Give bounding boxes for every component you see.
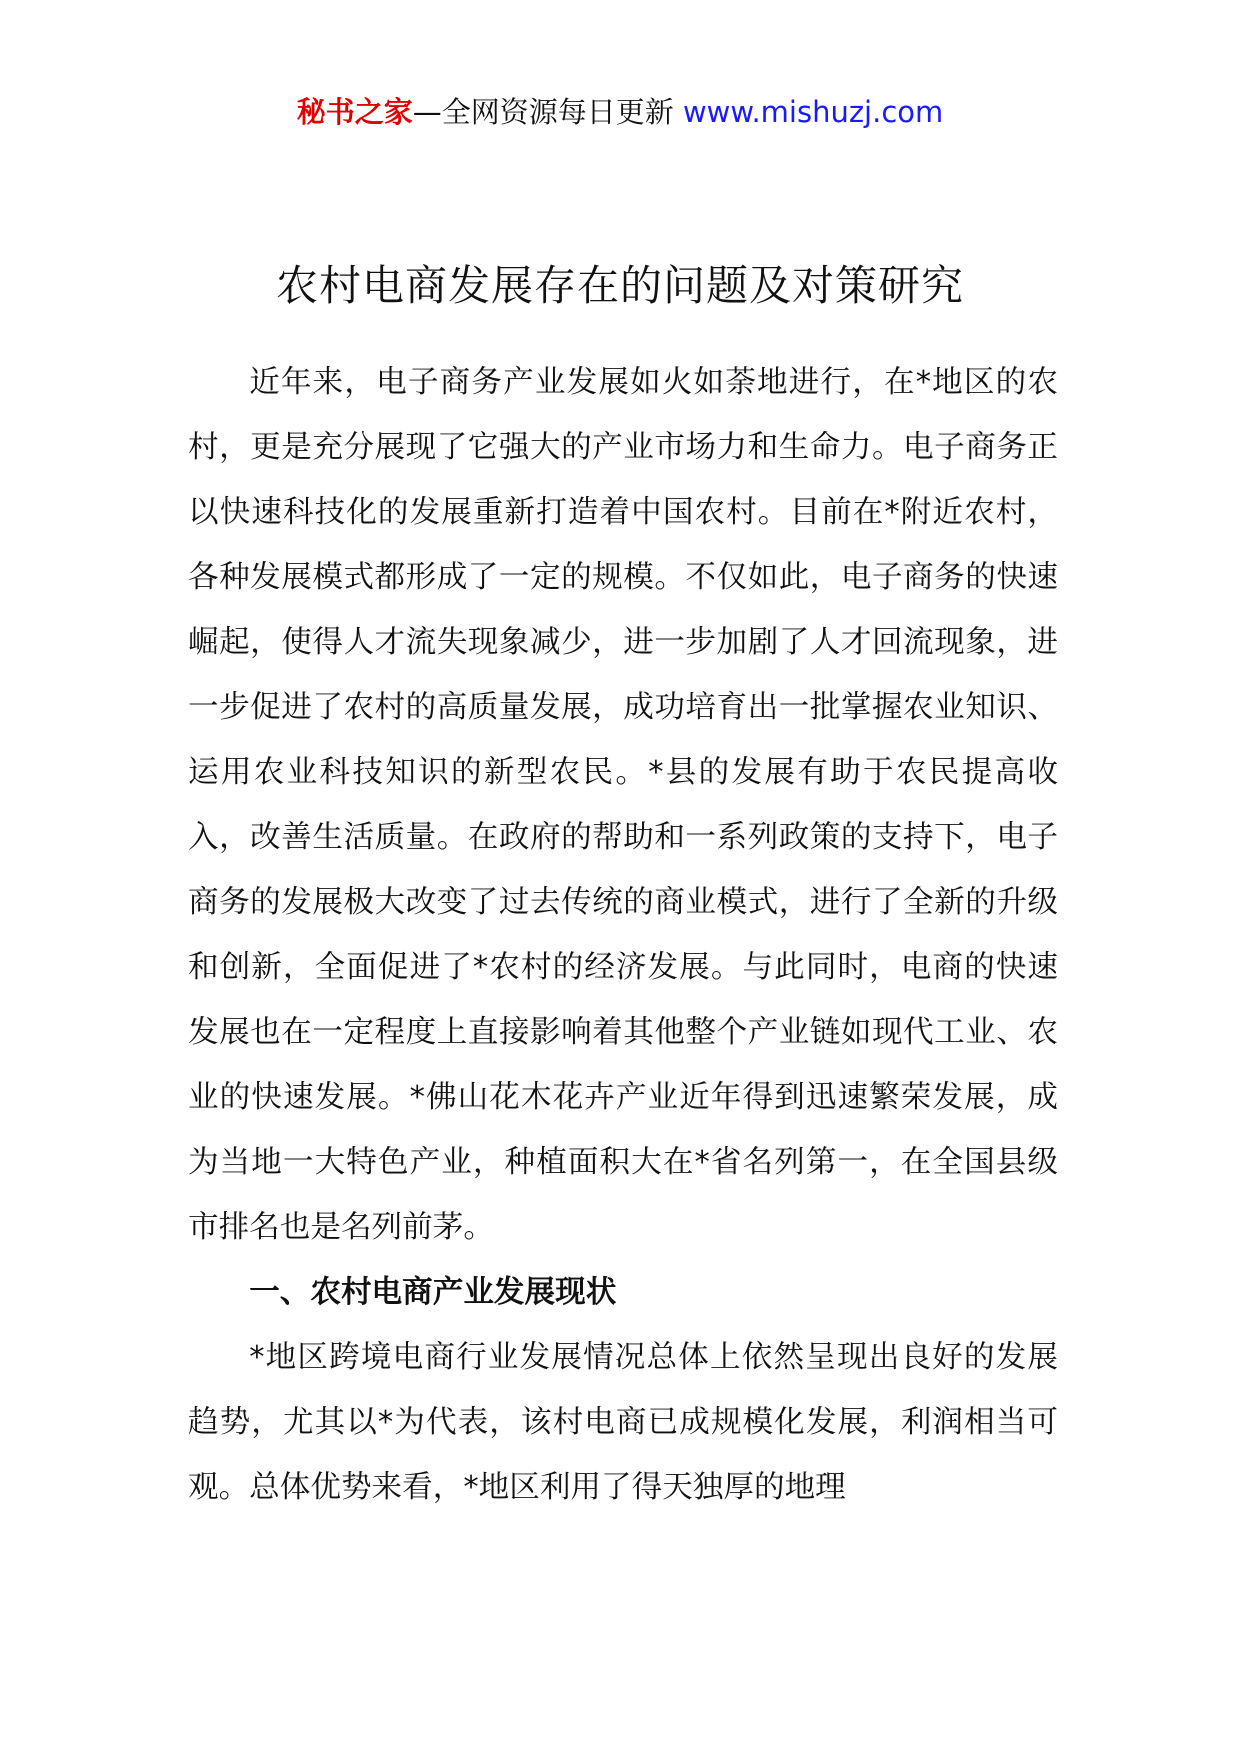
site-url-link[interactable]: www.mishuzj.com bbox=[682, 95, 944, 129]
intro-paragraph: 近年来，电子商务产业发展如火如荼地进行，在*地区的农村，更是充分展现了它强大的产业市场力和生命力。电子商务正以快速科技化的发展重新打造着中国农村。目前在*附近农村，各种发展模式都形成了一定的规模。不仅如此，电子商务的快速崛起，使得人才流失现象减少，进一步加剧了人才回流现象，进一步促进了农村的高质量发展，成功培育出一批掌握农业知识、运用农业科技知识的新型农民。*县的发展有助于农民提高收入，改善生活质量。在政府的帮助和一系列政策的支持下，电子商务的发展极大改变了过去传统的商业模式，进行了全新的升级和创新，全面促进了*农村的经济发展。与此同时，电商的快速发展也在一定程度上直接影响着其他整个产业链如现代工业、农业的快速发展。*佛山花木花卉产业近年得到迅速繁荣发展，成为当地一大特色产业，种植面积大在*省名列第一，在全国县级市排名也是名列前茅。 bbox=[188, 365, 1058, 1245]
site-header bbox=[0, 92, 1240, 132]
section-heading: 一、农村电商产业发展现状 bbox=[249, 1275, 617, 1310]
brand-name: 秘书之家 bbox=[296, 95, 413, 129]
header-tagline: —全网资源每日更新 bbox=[412, 95, 674, 129]
document-title: 农村电商发展存在的问题及对策研究 bbox=[275, 261, 964, 310]
section-paragraph: *地区跨境电商行业发展情况总体上依然呈现出良好的发展趋势，尤其以*为代表，该村电商已成规模化发展，利润相当可观。总体优势来看，*地区利用了得天独厚的地理 bbox=[188, 1340, 1058, 1505]
document-body bbox=[188, 350, 1058, 1520]
